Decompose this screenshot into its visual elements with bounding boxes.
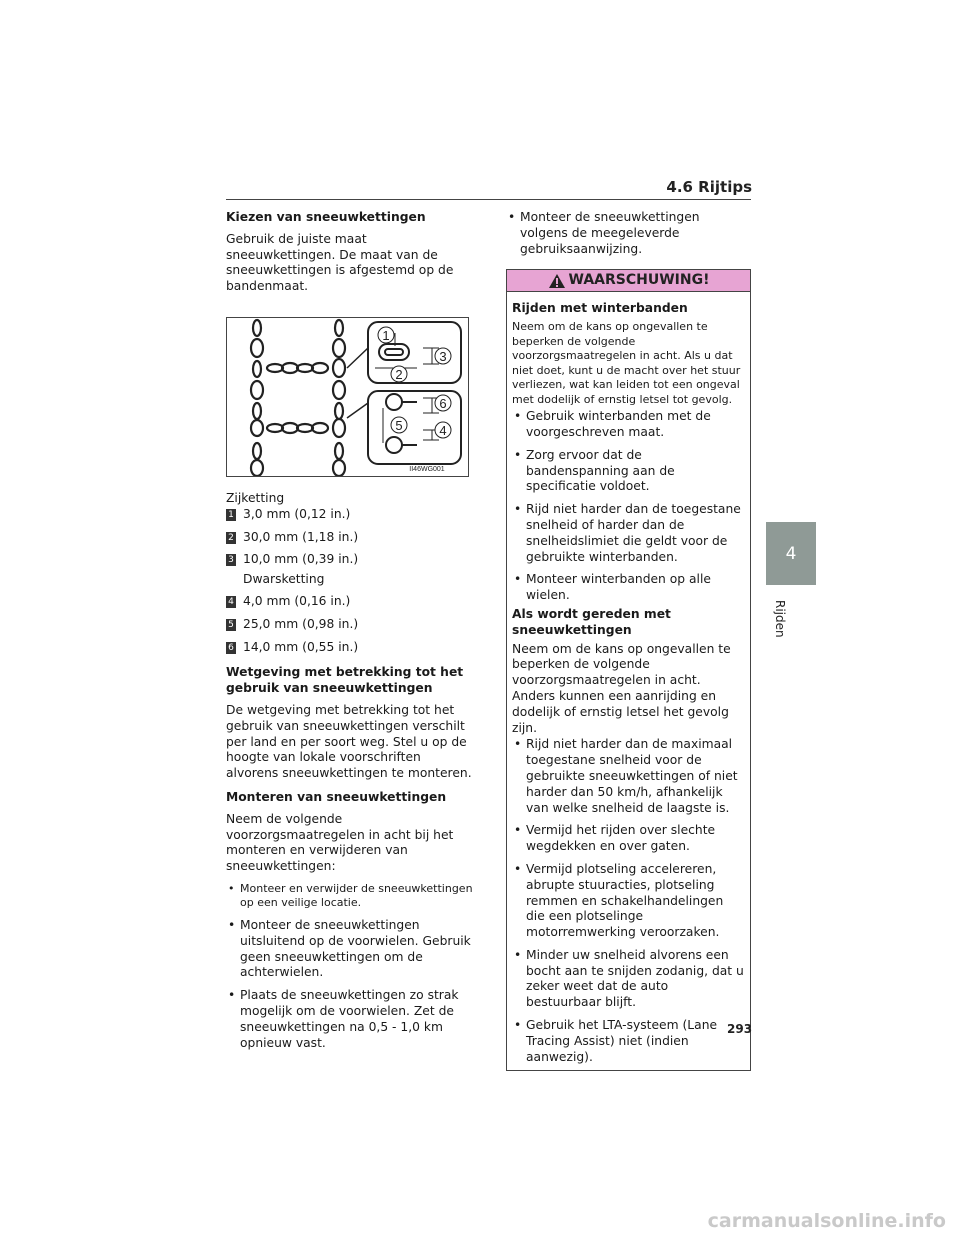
list-item: • Vermijd plotseling accelereren, abrupte stuuracties, plotseling remmen en schakelhandelingen die een plotselinge motorremwerking veroorzaken.	[512, 862, 745, 941]
spec-value: 14,0 mm (0,55 in.)	[243, 639, 359, 654]
spec-value: 25,0 mm (0,98 in.)	[243, 616, 359, 631]
spec-number: 5	[226, 619, 236, 631]
list-item: • Rijd niet harder dan de maximaal toegestane snelheid voor de gebruikte sneeuwkettingen of niet harder dan 50 km/h, afhankelijk van welke snelheid de laagste is.	[512, 737, 745, 816]
spec-number: 6	[226, 642, 236, 654]
watermark: carmanualsonline.info	[707, 1210, 946, 1232]
callout-1: 1	[382, 327, 390, 343]
callout-4: 4	[439, 422, 447, 438]
list-item: • Gebruik het LTA-systeem (Lane Tracing Assist) niet (indien aanwezig).	[512, 1018, 745, 1065]
page-number: 293	[727, 1022, 753, 1036]
warning-triangle-icon	[548, 273, 566, 289]
spec-item	[226, 552, 474, 568]
header-rule	[226, 199, 751, 200]
list-item: • Zorg ervoor dat de bandenspanning aan de specificatie voldoet.	[512, 448, 745, 495]
spec-number: 1	[226, 509, 236, 521]
callout-2: 2	[395, 366, 403, 382]
list-item: • Vermijd het rijden over slechte wegdekken en over gaten.	[512, 823, 745, 855]
chapter-tab-number: 4	[766, 522, 816, 585]
spec-number: 4	[226, 596, 236, 608]
spec-item	[226, 530, 474, 546]
paragraph-mounting: Neem de volgende voorzorgsmaatregelen in acht bij het monteren en verwijderen van sneeuwkettingen:	[226, 811, 454, 874]
spec-number: 3	[226, 554, 236, 566]
left-column	[226, 210, 474, 1058]
spec-value: 30,0 mm (1,18 in.)	[243, 529, 359, 544]
list-item: • Gebruik winterbanden met de voorgeschreven maat.	[512, 409, 745, 441]
callout-5: 5	[395, 417, 403, 433]
spec-item	[226, 594, 474, 610]
spec-value: 4,0 mm (0,16 in.)	[243, 593, 351, 608]
label-cross-chain: Dwarsketting	[243, 572, 325, 587]
warning-box	[506, 269, 751, 1071]
snow-chain-illustration	[227, 318, 468, 476]
heading-mounting: Monteren van sneeuwkettingen	[226, 789, 447, 804]
paragraph-winter-tyres: Neem om de kans op ongevallen te beperken de volgende voorzorgsmaatregelen in acht. Als u dat niet doet, kunt u de macht over het stuur verliezen, wat kan leiden tot een ongeval met dodelijk of ernstig letsel tot gevolg.	[512, 320, 741, 406]
list-item: • Rijd niet harder dan de toegestane snelheid of harder dan de snelheidslimiet die geldt voor de gebruikte winterbanden.	[512, 502, 745, 565]
paragraph-legislation: De wetgeving met betrekking tot het gebruik van sneeuwkettingen verschilt per land en per soort weg. Stel u op de hoogte van lokale voorschriften alvorens sneeuwkettingen te monteren.	[226, 702, 472, 781]
label-side-chain: Zijketting	[226, 490, 285, 505]
spec-item	[226, 640, 474, 656]
callout-6: 6	[439, 395, 447, 411]
spec-item	[226, 617, 474, 633]
snow-chain-figure	[226, 317, 469, 477]
list-item: • Monteer en verwijder de sneeuwkettingen op een veilige locatie.	[226, 882, 474, 911]
heading-with-chains: Als wordt gereden met sneeuwkettingen	[512, 606, 671, 637]
heading-legislation: Wetgeving met betrekking tot het gebruik van sneeuwkettingen	[226, 665, 464, 696]
heading-choosing-chains: Kiezen van sneeuwkettingen	[226, 210, 426, 224]
heading-winter-tyres: Rijden met winterbanden	[512, 301, 688, 316]
list-item: • Minder uw snelheid alvorens een bocht aan te snijden zodanig, dat u zeker weet dat de auto bestuurbaar blijft.	[512, 948, 745, 1011]
spec-item	[226, 507, 474, 523]
list-item: • Monteer de sneeuwkettingen volgens de meegeleverde gebruiksaanwijzing.	[506, 210, 751, 257]
right-column	[506, 210, 751, 1071]
warning-body	[507, 292, 753, 1070]
list-item: • Monteer de sneeuwkettingen uitsluitend op de voorwielen. Gebruik geen sneeuwkettingen om de achterwielen.	[226, 918, 474, 981]
section-title: 4.6 Rijtips	[666, 178, 752, 196]
figure-code: II46WG001	[409, 465, 445, 473]
list-item: • Plaats de sneeuwkettingen zo strak mogelijk om de voorwielen. Zet de sneeuwkettingen na 0,5 - 1,0 km opnieuw vast.	[226, 988, 474, 1051]
paragraph-choosing-chains: Gebruik de juiste maat sneeuwkettingen. De maat van de sneeuwkettingen is afgestemd op de bandenmaat.	[226, 231, 454, 294]
spec-value: 10,0 mm (0,39 in.)	[243, 552, 359, 567]
chapter-tab-label: Rijden	[773, 600, 787, 638]
callout-3: 3	[439, 348, 447, 364]
paragraph-with-chains: Neem om de kans op ongevallen te beperken de volgende voorzorgsmaatregelen in acht. Anders kunnen een aanrijding en dodelijk of ernstig letsel het gevolg zijn.	[512, 641, 731, 735]
spec-value: 3,0 mm (0,12 in.)	[243, 506, 351, 521]
warning-header	[507, 270, 750, 292]
spec-number: 2	[226, 532, 236, 544]
list-item: • Monteer winterbanden op alle wielen.	[512, 572, 745, 604]
warning-title: WAARSCHUWING!	[568, 271, 710, 288]
